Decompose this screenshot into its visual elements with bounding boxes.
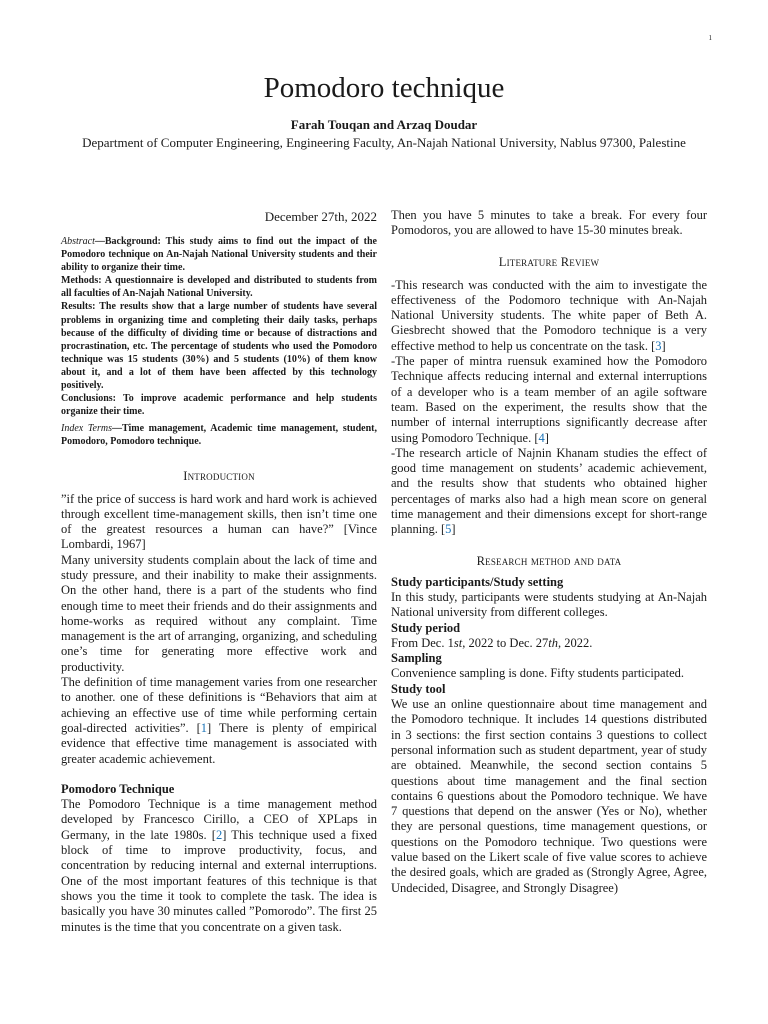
sampling-text: Convenience sampling is done. Fifty students participated.	[391, 666, 684, 681]
lit-p1-text-end: ]	[661, 338, 666, 353]
introduction-body	[61, 492, 377, 767]
intro-paragraph-2: Many university students complain about the lack of time and study pressure, and their inability to make their assignments. On the other hand, there is a part of the students who find enough time to meet their friends and do their assignments and home-works as required without any complaint. Time management is the art of arranging, organizing, and scheduling one’s time for generating more effective work and productivity.	[61, 552, 377, 674]
literature-heading: Literature Review	[498, 254, 600, 269]
intro-paragraph-3	[61, 675, 377, 767]
lit-p3-text-end: ]	[451, 522, 456, 537]
intro-p3-text-end: ] There is plenty of empirical evidence that effective time management is associated with greater academic achievement.	[61, 720, 377, 766]
period-ordinal-2: th	[548, 635, 559, 650]
period-mid: , 2022 to Dec. 27	[462, 635, 549, 650]
index-terms-label: Index Terms	[61, 423, 112, 435]
abstract-conclusions: Conclusions: To improve academic performance and help students organize their time.	[61, 393, 377, 418]
period-ordinal-1: st	[453, 635, 463, 650]
lit-p1-text: -This research was conducted with the aim to investigate the effectiveness of the Podomoro technique with An-Najah National University students. The white paper of Beth A. Giesbrecht showed that the Pomodoro technique is a very effective method to help us concentrate on the task. [	[391, 277, 707, 353]
citation-link-3[interactable]: 3	[655, 338, 662, 353]
abstract-background: —Background: This study aims to find out the impact of the Pomodoro technique on An-Najah National University students and their ability to organize their time.	[61, 236, 377, 274]
citation-link-5[interactable]: 5	[445, 522, 452, 537]
abstract	[61, 235, 377, 449]
date: December 27th, 2022	[264, 209, 377, 224]
abstract-methods: Methods: A questionnaire is developed and distributed to students from all faculties of An-Najah National University.	[61, 275, 377, 300]
left-column	[61, 208, 377, 935]
lit-paragraph-2	[391, 354, 707, 446]
authors: Farah Touqan and Arzaq Doudar	[290, 117, 478, 132]
period-end: , 2022.	[558, 635, 593, 650]
pomodoro-p1-text: The Pomodoro Technique is a time management method developed by Francesco Cirillo, a CEO of XPLaps in Germany, in the late 1980s. [	[61, 797, 377, 842]
pomodoro-continued	[391, 208, 707, 239]
period-text	[391, 636, 707, 651]
intro-p3-text: The definition of time management varies from one researcher to another. one of these definitions is “Behaviors that aim at achieving an effective use of time while performing certain goal-directed activities”. [	[61, 675, 377, 735]
introduction-heading: Introduction	[183, 468, 255, 483]
intro-paragraph-1: ”if the price of success is hard work and hard work is achieved through excellent time-management skills, then isn’t time one of the greatest resources a human can have?” [Vince Lombardi, 1967]	[61, 491, 377, 552]
method-heading: Research method and data	[476, 553, 622, 568]
pomodoro-paragraph-1	[61, 797, 377, 935]
sampling-heading: Sampling	[391, 651, 442, 666]
lit-p2-text: -The paper of mintra ruensuk examined how the Pomodoro Technique affects reducing internal and external interruptions of a developer who is a team member of an agile software team. Based on the experiment, the results show that the number of internal interruptions significantly decrease after using Pomodoro Technique. [	[391, 354, 707, 445]
tool-text: We use an online questionnaire about time management and the Pomodoro technique. It includes 14 questions distributed in 3 sections: the first section contains 3 questions to collect personal information such as student department, year of study are obtained. Meanwhile, the second section contains 5 questions about time management and the final section contains 6 questions about the Pomodoro technique. We have 7 questions that depend on the answer (Yes or No), whether they are personal questions, time management questions, or questions on the Pomodoro technique. Two questions were value based on the Likert scale of five value scores to achieve the desired goals, which are graded as (Strongly Agree, Agree, Undecided, Disagree, and Strongly Disagree)	[391, 697, 707, 895]
affiliation: Department of Computer Engineering, Engineering Faculty, An-Najah National University, Nablus 97300, Palestine	[82, 135, 686, 150]
right-column	[391, 208, 707, 896]
pomodoro-paragraph-2: Then you have 5 minutes to take a break. For every four Pomodoros, you are allowed to have 15-30 minutes break.	[391, 208, 707, 238]
citation-link-2[interactable]: 2	[215, 827, 223, 842]
literature-body	[391, 278, 707, 538]
citation-link-4[interactable]: 4	[538, 430, 545, 445]
lit-paragraph-1	[391, 278, 707, 354]
abstract-label: Abstract	[61, 236, 95, 247]
tool-heading: Study tool	[391, 681, 446, 696]
participants-heading: Study participants/Study setting	[391, 574, 564, 589]
citation-link-1[interactable]: 1	[200, 720, 208, 735]
lit-p3-text: -The research article of Najnin Khanam studies the effect of good time management on students’ academic achievement, and the results show that students who obtained higher percentages of marks also had a high mean score on general time management and their dimensions except for short-range planning. [	[391, 445, 707, 537]
period-start: From Dec. 1	[391, 635, 454, 650]
lit-paragraph-3	[391, 446, 707, 538]
pomodoro-heading: Pomodoro Technique	[61, 781, 175, 796]
lit-p2-text-end: ]	[544, 430, 549, 445]
pomodoro-p1-text-end: ] This technique used a fixed block of time to improve productivity, focus, and concentration by reducing internal and external interruptions. One of the most important features of this technique is that shows you the time it took to complete the task. The idea is basically you have 30 minutes called ”Pomorodo”. The first 25 minutes is the time that you concentrate on a given task.	[61, 827, 377, 934]
period-heading: Study period	[391, 620, 461, 635]
abstract-results: Results: The results show that a large number of students have several problems in organizing time and completing their daily tasks, perhaps because of the difficulty of dividing time or because of distractions and procrastination, etc. The percentage of students who used the Pomodoro technique was 15 students (30%) and 5 students (10%) of them know about it, and a lot of them have been affected by this technology positively.	[61, 301, 377, 392]
paper-title: Pomodoro technique	[263, 72, 505, 104]
page-number: 1	[708, 34, 712, 42]
index-terms: —Time management, Academic time management, student, Pomodoro, Pomodoro technique.	[61, 423, 377, 448]
pomodoro-body	[61, 797, 377, 935]
participants-text: In this study, participants were students studying at An-Najah National university from different colleges.	[391, 589, 707, 620]
